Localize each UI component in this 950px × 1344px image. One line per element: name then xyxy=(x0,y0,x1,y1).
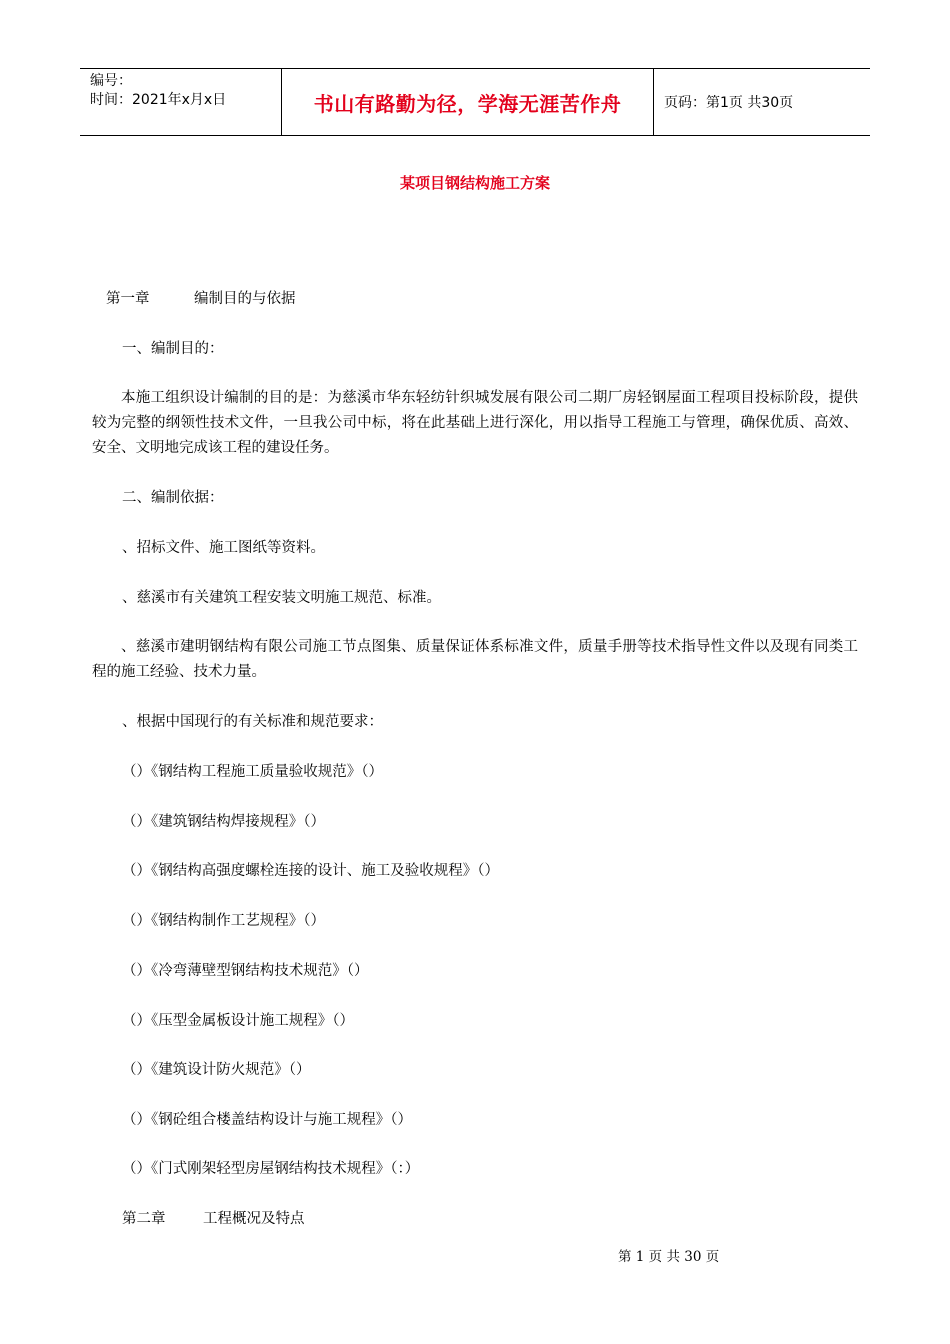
page-header xyxy=(80,68,870,136)
basis-item: 、慈溪市建明钢结构有限公司施工节点图集、质量保证体系标准文件，质量手册等技术指导性文件以及现有同类工程的施工经验、技术力量。 xyxy=(92,639,858,680)
standard-item: （）《压型金属板设计施工规程》（） xyxy=(122,1013,354,1029)
section1-body: 本施工组织设计编制的目的是：为慈溪市华东轻纺针织城发展有限公司二期厂房轻钢屋面工程项目投标阶段，提供较为完整的纲领性技术文件，一旦我公司中标，将在此基础上进行深化，用以指导工程施工与管理，确保优质、高效、安全、文明地完成该工程的建设任务。 xyxy=(92,390,858,456)
header-motto: 书山有路勤为径，学海无涯苦作舟 xyxy=(282,69,654,135)
chapter2-name: 工程概况及特点 xyxy=(203,1211,305,1227)
section2-heading: 二、编制依据： xyxy=(122,490,224,506)
standard-item: （）《建筑设计防火规范》（） xyxy=(122,1062,311,1078)
standard-item: （）《钢结构工程施工质量验收规范》（） xyxy=(122,764,383,780)
basis-item: 、根据中国现行的有关标准和规范要求： xyxy=(122,714,383,730)
standard-item: （）《钢砼组合楼盖结构设计与施工规程》（） xyxy=(122,1112,412,1128)
document-title: 某项目钢结构施工方案 xyxy=(399,174,550,192)
basis-item: 、招标文件、施工图纸等资料。 xyxy=(122,540,325,556)
page-footer: 第 1 页 共 30 页 xyxy=(618,1249,720,1265)
document-number-label: 编号： xyxy=(90,73,132,89)
standard-item: （）《钢结构高强度螺栓连接的设计、施工及验收规程》（） xyxy=(122,863,499,879)
section1-heading: 一、编制目的： xyxy=(122,341,224,357)
chapter1-number: 第一章 xyxy=(106,291,150,307)
standard-item: （）《门式刚架轻型房屋钢结构技术规程》（：） xyxy=(122,1161,420,1177)
standard-item: （）《钢结构制作工艺规程》（） xyxy=(122,913,325,929)
chapter1-name: 编制目的与依据 xyxy=(194,291,296,307)
basis-item: 、慈溪市有关建筑工程安装文明施工规范、标准。 xyxy=(122,590,441,606)
header-meta xyxy=(80,69,282,135)
standard-item: （）《冷弯薄壁型钢结构技术规范》（） xyxy=(122,963,369,979)
document-date: 时间：2021年x月x日 xyxy=(90,92,227,108)
standard-item: （）《建筑钢结构焊接规程》（） xyxy=(122,814,325,830)
header-page-info: 页码：第1页 共30页 xyxy=(664,95,794,111)
chapter2-number: 第二章 xyxy=(122,1211,166,1227)
